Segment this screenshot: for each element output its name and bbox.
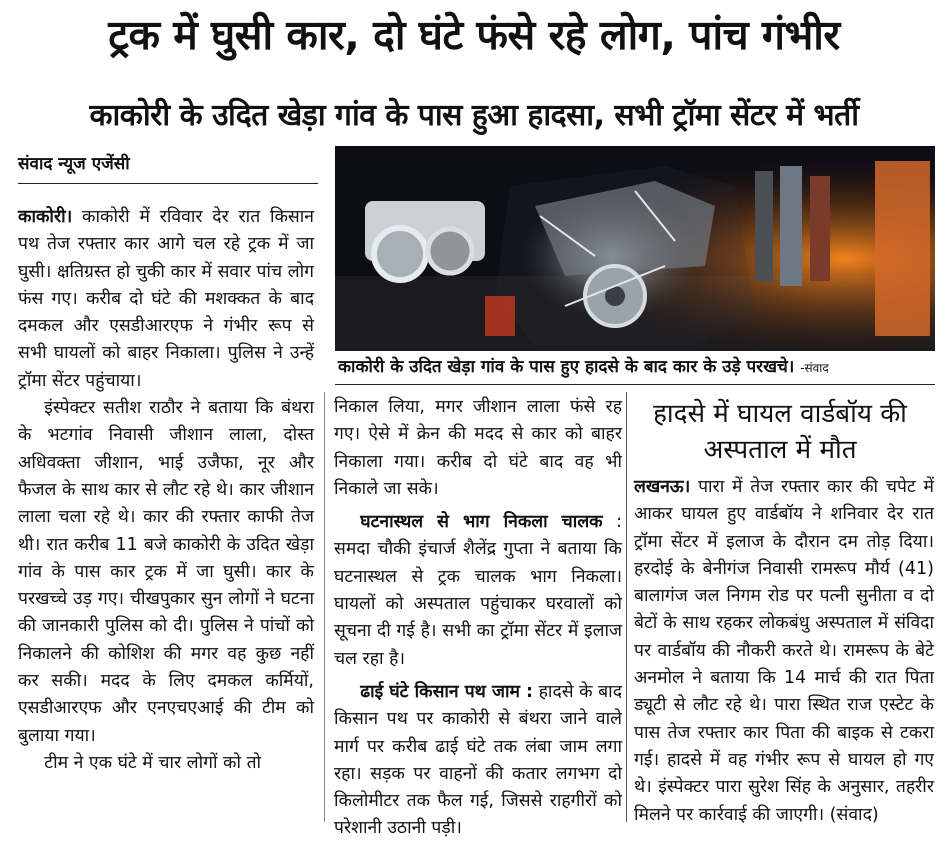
paragraph: [334, 679, 622, 843]
caption-text: काकोरी के उदित खेड़ा गांव के पास हुए हादसे के बाद कार के उड़े परखचे।: [338, 357, 795, 377]
paragraph-text: पारा में तेज रफ्तार कार की चपेट में आकर घायल हुए वार्डबॉय ने शनिवार देर रात ट्रॉमा सेंटर में इलाज के दौरान दम तोड़ दिया। हरदोई के बेनीगंज निवासी रामरूप मौर्य (41) बालागंज जल निगम रोड पर पत्नी सुनीता व दो बेटों के साथ रहकर लोकबंधु अस्पताल में संविदा पर वार्डबॉय की नौकरी करते थे। रामरूप के बेटे अनमोल ने बताया कि 14 मार्च की रात पिता ड्यूटी से लौट रहे थे। पारा स्थित राज एस्टेट के पास तेज रफ्तार कार पिता की बाइक से टकरा गई। हादसे में वह गंभीर रूप से घायल हो गए थे। इंस्पेक्टर पारा सुरेश सिंह के अनुसार, तहरीर मिलने पर कार्रवाई की जाएगी। (संवाद): [634, 477, 934, 825]
paragraph-text: काकोरी में रविवार देर रात किसान पथ तेज रफ्तार कार आगे चल रहे ट्रक में जा घुसी। क्षतिग्रस्त हो चुकी कार में सवार पांच लोग फंस गए। करीब दो घंटे की मशक्कत के बाद दमकल और एसडीआरएफ ने गंभीर रूप से सभी घायलों को बाहर निकाला। पुलिस ने उन्हें ट्रॉमा सेंटर पहुंचाया।: [18, 207, 314, 391]
box-border: [626, 392, 627, 822]
column-divider: [324, 392, 325, 822]
photo-credit: -संवाद: [800, 361, 829, 375]
wrecked-car-image: [335, 146, 935, 351]
caption-rule: [335, 384, 935, 385]
paragraph-text: टीम ने एक घंटे में चार लोगों को तो: [44, 752, 262, 773]
dateline: लखनऊ।: [634, 477, 691, 497]
paragraph: [334, 509, 622, 673]
headline: ट्रक में घुसी कार, दो घंटे फंसे रहे लोग, पांच गंभीर: [108, 11, 840, 59]
article-column-1: [18, 204, 314, 822]
paragraph-text: इंस्पेक्टर सतीश राठौर ने बताया कि बंथरा के भटगांव निवासी जीशान लाला, दोस्त अधिवक्ता जीशान, भाई उजैफा, नूर और फैजल के साथ कार से लौट रहे थे। कार जीशान लाला चला रहे थे। कार की रफ्तार काफी तेज थी। रात करीब 11 बजे काकोरी के उदित खेड़ा गांव के पास कार ट्रक में जा घुसी। कार के परखच्चे उड़ गए। चीखपुकार सुन लोगों ने घटना की जानकारी पुलिस को दी। पुलिस ने पांचों को निकालने की कोशिश की मगर वह कुछ नहीं कर सकी। मदद के लिए दमकल कर्मियों, एसडीआरएफ और एनएचएआई की टीम को बुलाया गया।: [18, 398, 314, 746]
paragraph: [334, 394, 622, 503]
dateline: काकोरी।: [18, 207, 73, 227]
box-headline: हादसे में घायल वार्डबॉय की अस्पताल में मौत: [653, 399, 907, 465]
byline-rule: [18, 183, 318, 184]
subheading: ढाई घंटे किसान पथ जाम :: [360, 681, 534, 702]
byline: संवाद न्यूज एजेंसी: [18, 154, 130, 174]
accident-photo: [335, 146, 935, 351]
box-story: [634, 474, 934, 824]
paragraph: [18, 750, 314, 777]
subheading: घटनास्थल से भाग निकला चालक: [360, 512, 603, 533]
paragraph: [18, 395, 314, 750]
subheadline: काकोरी के उदित खेड़ा गांव के पास हुआ हादसा, सभी ट्रॉमा सेंटर में भर्ती: [89, 98, 859, 133]
article-column-2: [334, 394, 622, 839]
paragraph: [634, 474, 934, 829]
paragraph-text: निकाल लिया, मगर जीशान लाला फंसे रह गए। ऐसे में क्रेन की मदद से कार को बाहर निकाला गया। करीब दो घंटे बाद वह भी निकाले जा सके।: [334, 397, 622, 499]
photo-caption: [338, 354, 936, 381]
paragraph-text: : समदा चौकी इंचार्ज शैलेंद्र गुप्ता ने बताया कि घटनास्थल से ट्रक चालक भाग निकला। घायलों को अस्पताल पहुंचाकर घरवालों को सूचना दी गई है। सभी का ट्रॉमा सेंटर में इलाज चल रहा है।: [334, 512, 622, 669]
paragraph: [18, 204, 314, 395]
paragraph-text: हादसे के बाद किसान पथ पर काकोरी से बंथरा जाने वाले मार्ग पर करीब ढाई घंटे तक लंबा जाम लगा रहा। सड़क पर वाहनों की कतार लगभग दो किलोमीटर तक फैल गई, जिससे राहगीरों को परेशानी उठानी पड़ी।: [334, 681, 622, 839]
